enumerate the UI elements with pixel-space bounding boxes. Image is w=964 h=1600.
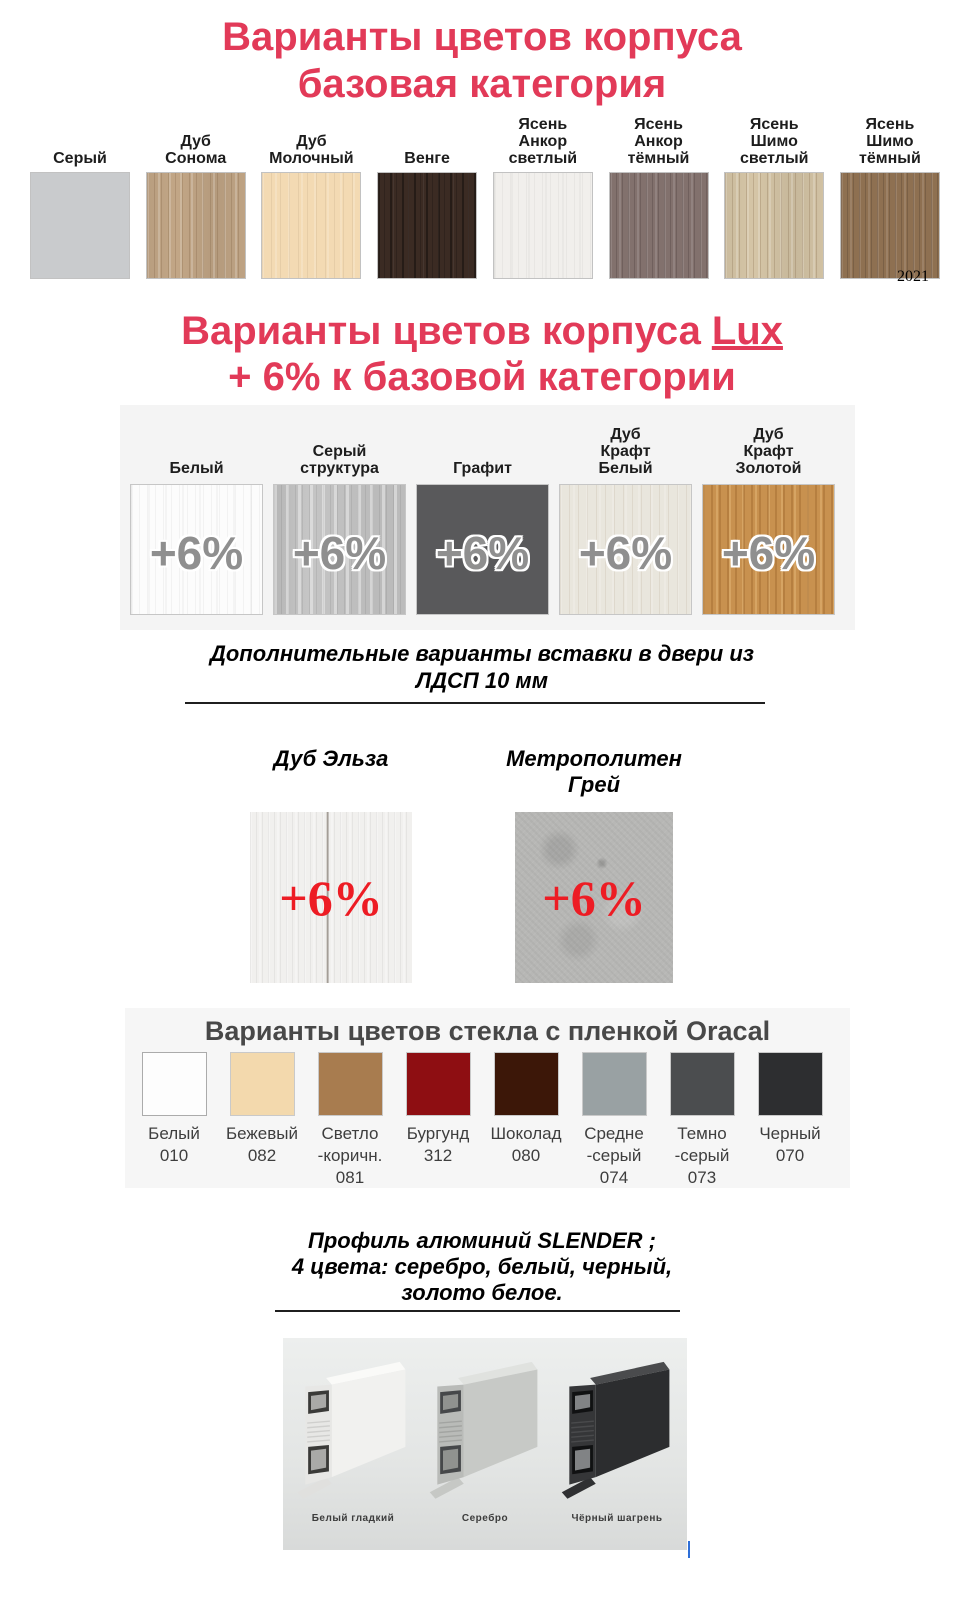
swatch-ash-shimo-light xyxy=(724,172,824,279)
swatch-ash-ankor-dark xyxy=(609,172,709,279)
swatch-medium-gray-074 xyxy=(582,1052,647,1116)
swatch-col-medium-gray-074 xyxy=(570,1052,658,1189)
swatch-col-graphite xyxy=(416,405,549,615)
swatch-label: Ясень Анкор светлый xyxy=(508,116,578,167)
swatch-label: Дуб Крафт Белый xyxy=(598,426,653,477)
swatch-graphite xyxy=(416,484,549,615)
swatch-label-metropolitan-grey: Метрополитен Грей xyxy=(506,746,682,797)
profile-black-shagreen xyxy=(555,1350,679,1524)
swatch-label: Ясень Анкор тёмный xyxy=(627,116,690,167)
swatch-label: Темно -серый 073 xyxy=(674,1124,730,1187)
swatch-col-ash-shimo-dark xyxy=(840,116,940,279)
swatch-col-gray xyxy=(30,120,130,279)
swatch-label: Серый xyxy=(53,150,107,167)
swatch-label: Дуб Крафт Золотой xyxy=(735,426,802,477)
swatch-black-070 xyxy=(758,1052,823,1116)
swatch-label: Черный 070 xyxy=(759,1124,821,1165)
aluminum-profile-icon xyxy=(558,1350,676,1506)
swatch-burgundy-312 xyxy=(406,1052,471,1116)
swatch-col-ash-ankor-dark xyxy=(609,116,709,279)
swatch-label: Бургунд 312 xyxy=(406,1124,470,1165)
swatch-label: Средне -серый 074 xyxy=(584,1124,644,1187)
swatch-oak-sonoma xyxy=(146,172,246,279)
swatch-oak-craft-white xyxy=(559,484,692,615)
profile-section-heading: Профиль алюминий SLENDER ; 4 цвета: серебро, белый, черный, золото белое. xyxy=(291,1228,673,1305)
swatch-dark-gray-073 xyxy=(670,1052,735,1116)
swatch-col-white xyxy=(130,405,263,615)
swatch-ash-shimo-dark xyxy=(840,172,940,279)
plus6-red-badge: +6% xyxy=(279,869,383,926)
swatch-white-010 xyxy=(142,1052,207,1116)
plus6-badge: +6% xyxy=(721,526,816,579)
profile-caption: Чёрный шагрень xyxy=(571,1513,663,1524)
swatch-label: Графит xyxy=(453,460,512,477)
lux-title-prefix: Варианты цветов корпуса xyxy=(181,309,701,353)
base-title-line1: Варианты цветов корпуса xyxy=(222,15,742,59)
swatch-col-oak-craft-gold xyxy=(702,405,835,615)
profile-white-smooth xyxy=(291,1350,415,1524)
swatch-col-oak-craft-white xyxy=(559,405,692,615)
swatch-col-beige-082 xyxy=(218,1052,306,1189)
base-swatch-row xyxy=(30,116,940,279)
swatch-ash-ankor-light xyxy=(493,172,593,279)
oracal-swatch-row xyxy=(130,1052,834,1189)
swatch-label: Белый xyxy=(169,460,224,477)
plus6-badge: +6% xyxy=(292,526,387,579)
divider-line xyxy=(185,702,765,704)
swatch-col-oak-milky xyxy=(261,120,361,279)
plus6-red-badge: +6% xyxy=(542,869,646,926)
base-section-title xyxy=(0,14,964,108)
swatch-col-burgundy-312 xyxy=(394,1052,482,1189)
divider-line xyxy=(275,1310,680,1312)
swatch-gray xyxy=(30,172,130,279)
lux-title-word: Lux xyxy=(711,309,783,353)
aluminum-profile-icon xyxy=(426,1350,544,1506)
lux-section-title xyxy=(0,308,964,400)
text-cursor xyxy=(688,1541,690,1558)
swatch-col-dark-gray-073 xyxy=(658,1052,746,1189)
swatch-label: Ясень Шимо светлый xyxy=(739,116,809,167)
swatch-col-ash-ankor-light xyxy=(493,116,593,279)
corner-year-note: 2021 xyxy=(897,268,929,285)
swatch-light-brown-081 xyxy=(318,1052,383,1116)
swatch-label: Светло -коричн. 081 xyxy=(317,1124,383,1187)
swatch-col-oak-sonoma xyxy=(146,120,246,279)
swatch-metropolitan-grey xyxy=(515,812,673,983)
swatch-label: Шоколад 080 xyxy=(490,1124,562,1165)
aluminum-profile-icon xyxy=(294,1350,412,1506)
plus6-badge: +6% xyxy=(578,526,673,579)
plus6-badge: +6% xyxy=(435,526,530,579)
swatch-col-light-brown-081 xyxy=(306,1052,394,1189)
swatch-col-white-010 xyxy=(130,1052,218,1189)
swatch-oak-milky xyxy=(261,172,361,279)
swatch-col-black-070 xyxy=(746,1052,834,1189)
swatch-col-ash-shimo-light xyxy=(724,116,824,279)
swatch-label: Ясень Шимо тёмный xyxy=(859,116,921,167)
swatch-label: Венге xyxy=(404,150,450,167)
lux-title-line2: + 6% к базовой категории xyxy=(228,355,736,399)
swatch-wenge xyxy=(377,172,477,279)
swatch-label: Бежевый 082 xyxy=(226,1124,298,1165)
swatch-col-wenge xyxy=(377,120,477,279)
swatch-oak-elza xyxy=(250,812,412,983)
plus6-badge: +6% xyxy=(149,526,244,579)
profiles-photo xyxy=(283,1338,687,1550)
swatch-white xyxy=(130,484,263,615)
swatch-label: Дуб Молочный xyxy=(269,133,354,167)
profiles-row xyxy=(283,1338,687,1524)
swatch-label: Белый 010 xyxy=(148,1124,200,1165)
profile-caption: Белый гладкий xyxy=(311,1513,395,1524)
profile-caption: Серебро xyxy=(461,1513,509,1524)
insert-section-heading: Дополнительные варианты вставки в двери из ЛДСП 10 мм xyxy=(209,641,755,693)
swatch-gray-structure xyxy=(273,484,406,615)
lux-swatch-row xyxy=(130,405,835,615)
base-title-line2: базовая категория xyxy=(297,62,667,106)
swatch-label: Серый структура xyxy=(300,443,379,477)
oracal-section-title: Варианты цветов стекла с пленкой Oracal xyxy=(204,1016,771,1046)
swatch-beige-082 xyxy=(230,1052,295,1116)
swatch-chocolate-080 xyxy=(494,1052,559,1116)
swatch-oak-craft-gold xyxy=(702,484,835,615)
profile-silver xyxy=(423,1350,547,1524)
swatch-col-gray-structure xyxy=(273,405,406,615)
swatch-col-chocolate-080 xyxy=(482,1052,570,1189)
swatch-label-oak-elza: Дуб Эльза xyxy=(273,746,389,771)
swatch-label: Дуб Сонома xyxy=(165,133,227,167)
